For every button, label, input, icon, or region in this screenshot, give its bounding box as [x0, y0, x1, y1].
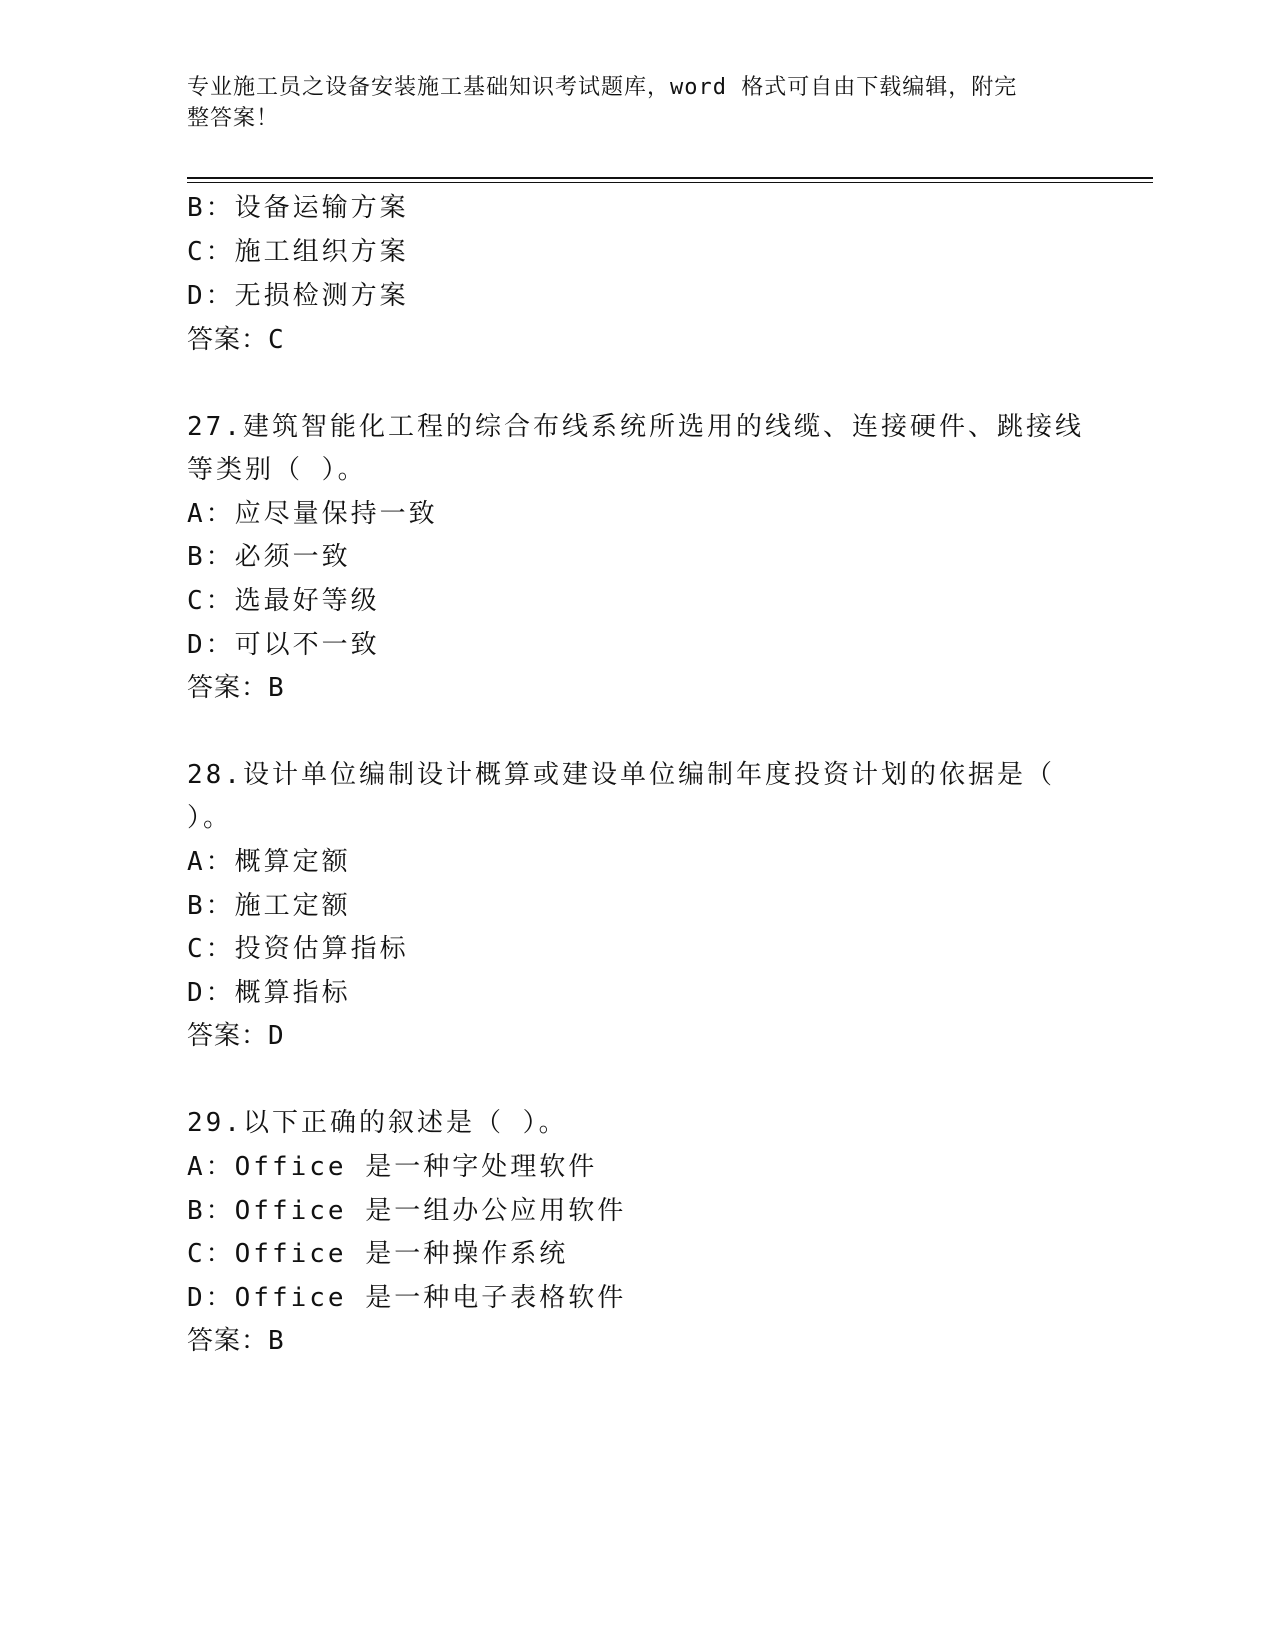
q29-option-c: C：Office 是一种操作系统 — [187, 1239, 569, 1269]
q27-answer: 答案：B — [187, 673, 285, 703]
q28-answer: 答案：D — [187, 1021, 285, 1051]
q29-option-d: D：Office 是一种电子表格软件 — [187, 1283, 627, 1313]
q27-option-a: A：应尽量保持一致 — [187, 499, 438, 529]
q27-option-d: D：可以不一致 — [187, 630, 380, 660]
q29-option-b: B：Office 是一组办公应用软件 — [187, 1196, 627, 1226]
q28-option-d: D：概算指标 — [187, 978, 351, 1008]
q28-option-a: A：概算定额 — [187, 847, 351, 877]
q28-option-c: C：投资估算指标 — [187, 934, 409, 964]
q27-stem-line-2: 等类别（ ）。 — [187, 455, 367, 485]
q29-answer: 答案：B — [187, 1326, 285, 1356]
q26-answer: 答案：C — [187, 325, 285, 355]
q28-stem-line-2: ）。 — [187, 803, 233, 833]
header-divider-thick — [187, 177, 1153, 179]
q27-option-b: B：必须一致 — [187, 542, 351, 572]
q28-stem-line-1: 28.设计单位编制设计概算或建设单位编制年度投资计划的依据是（ — [187, 760, 1055, 790]
document-header — [187, 72, 1067, 134]
q27-stem-line-1: 27.建筑智能化工程的综合布线系统所选用的线缆、连接硬件、跳接线 — [187, 412, 1084, 442]
q29-stem-line-1: 29.以下正确的叙述是（ ）。 — [187, 1108, 568, 1138]
header-line-2: 整答案！ — [187, 106, 280, 131]
q26-option-c: C：施工组织方案 — [187, 237, 409, 267]
q28-option-b: B：施工定额 — [187, 891, 351, 921]
q29-option-a: A：Office 是一种字处理软件 — [187, 1152, 598, 1182]
q26-option-d: D：无损检测方案 — [187, 281, 409, 311]
q27-option-c: C：选最好等级 — [187, 586, 380, 616]
header-line-1: 专业施工员之设备安装施工基础知识考试题库，word 格式可自由下载编辑，附完 — [187, 75, 1018, 100]
q26-option-b: B：设备运输方案 — [187, 193, 409, 223]
header-divider-thin — [187, 182, 1153, 183]
